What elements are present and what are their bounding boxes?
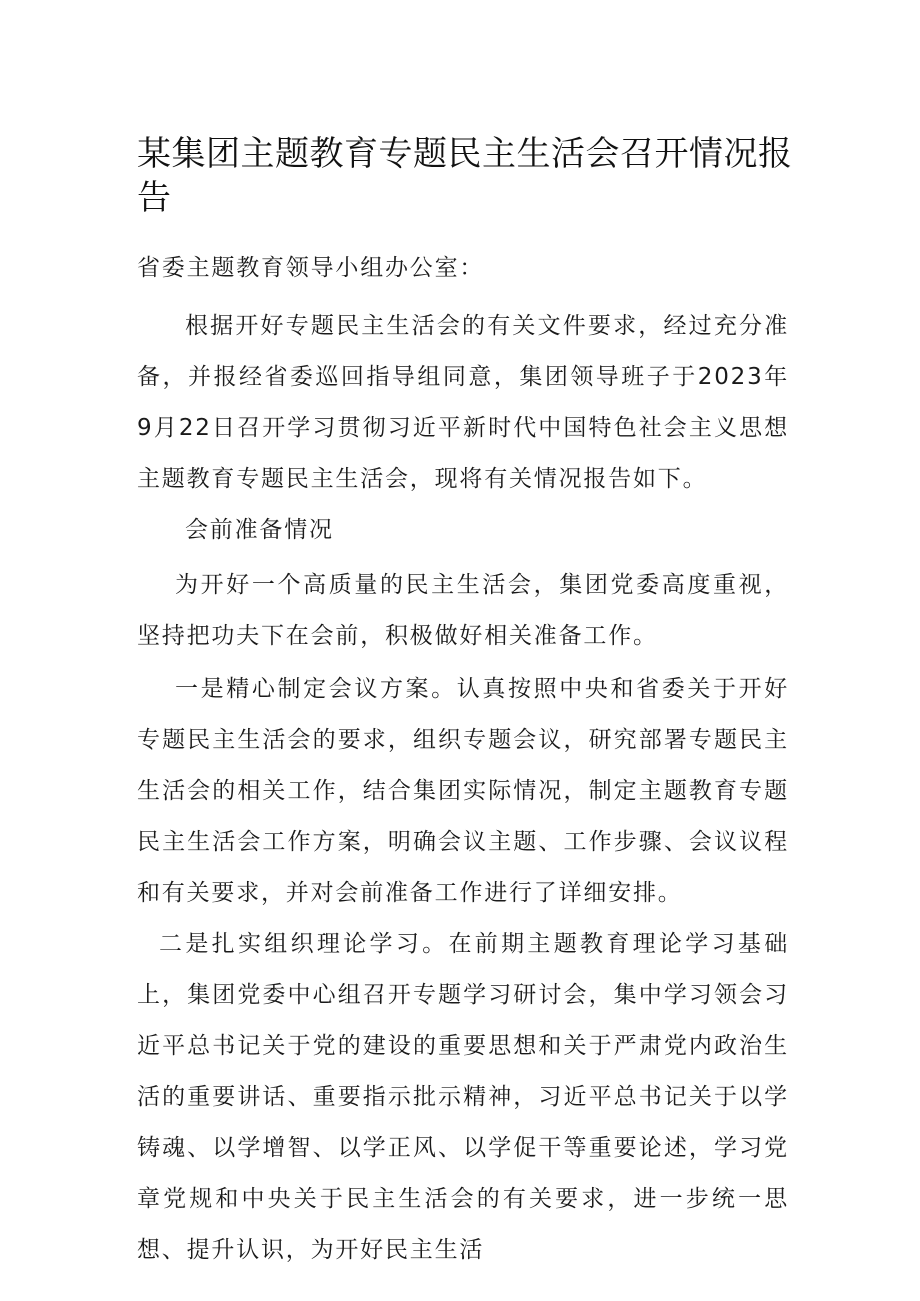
- paragraph-plan: 一是精心制定会议方案。认真按照中央和省委关于开好专题民主生活会的要求，组织专题会议，研究部署专题民主生活会的相关工作，结合集团实际情况，制定主题教育专题民主生活会工作方案，明确会议主题、工作步骤、会议议程和有关要求，并对会前准备工作进行了详细安排。: [137, 676, 789, 906]
- section-heading: 会前准备情况: [185, 517, 334, 543]
- salutation: 省委主题教育领导小组办公室：: [137, 255, 485, 281]
- paragraph-preparation: 为开好一个高质量的民主生活会，集团党委高度重视，坚持把功夫下在会前，积极做好相关准备工作。: [137, 572, 789, 649]
- paragraph-study: 二是扎实组织理论学习。在前期主题教育理论学习基础上，集团党委中心组召开专题学习研讨会，集中学习领会习近平总书记关于党的建设的重要思想和关于严肃党内政治生活的重要讲话、重要指示批示精神，习近平总书记关于以学铸魂、以学增智、以学正风、以学促干等重要论述，学习党章党规和中央关于民主生活会的有关要求，进一步统一思想、提升认识，为开好民主生活: [137, 931, 789, 1263]
- paragraph-intro: 根据开好专题民主生活会的有关文件要求，经过充分准备，并报经省委巡回指导组同意，集团领导班子于2023年9月22日召开学习贯彻习近平新时代中国特色社会主义思想主题教育专题民主生活会，现将有关情况报告如下。: [137, 313, 789, 492]
- document-title: 某集团主题教育专题民主生活会召开情况报告: [137, 134, 793, 218]
